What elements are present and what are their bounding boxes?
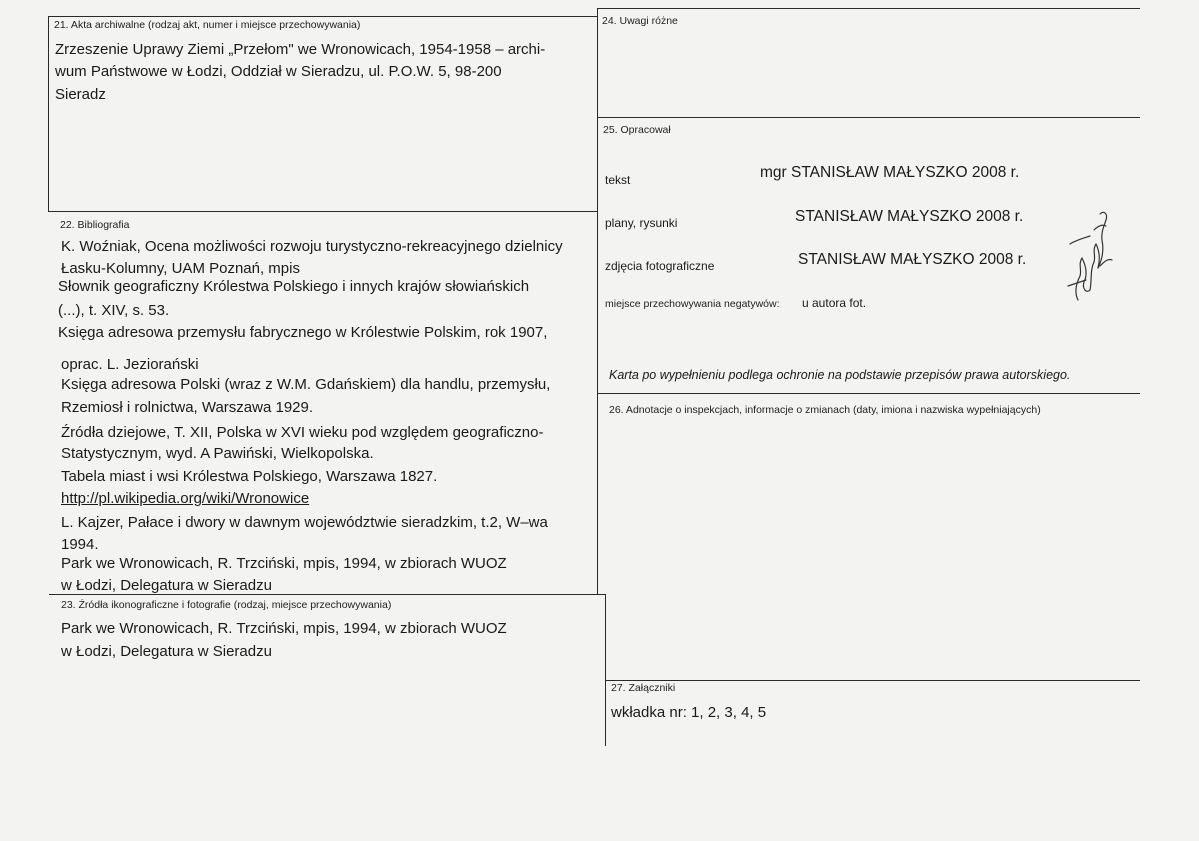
section-26-label: 26. Adnotacje o inspekcjach, informacje o zmianach (daty, imiona i nazwiska wypełniających) bbox=[609, 404, 1041, 416]
section-21-line: Sieradz bbox=[55, 86, 106, 103]
section-23-label: 23. Źródła ikonograficzne i fotografie (rodzaj, miejsce przechowywania) bbox=[61, 599, 392, 611]
bibliography-line: L. Kajzer, Pałace i dwory w dawnym województwie sieradzkim, t.2, W–wa bbox=[61, 514, 548, 531]
rule-24-25 bbox=[597, 117, 1140, 118]
attachments-value: wkładka nr: 1, 2, 3, 4, 5 bbox=[611, 704, 767, 721]
author-role-photos: zdjęcia fotograficzne bbox=[605, 259, 715, 273]
center-divider bbox=[597, 8, 598, 594]
author-name-text: mgr STANISŁAW MAŁYSZKO 2008 r. bbox=[760, 164, 1020, 181]
author-role-plans: plany, rysunki bbox=[605, 216, 678, 230]
bibliography-line: Rzemiosł i rolnictwa, Warszawa 1929. bbox=[61, 399, 314, 416]
top-rule-right bbox=[597, 8, 1140, 9]
negatives-label: miejsce przechowywania negatywów: bbox=[605, 298, 780, 310]
section-27-label: 27. Załączniki bbox=[611, 682, 676, 694]
bibliography-line: Łasku-Kolumny, UAM Poznań, mpis bbox=[61, 260, 300, 277]
rule-25-26 bbox=[597, 393, 1140, 394]
bibliography-line: oprac. L. Jeziorański bbox=[61, 356, 199, 373]
bibliography-line: Księga adresowa przemysłu fabrycznego w Królestwie Polskim, rok 1907, bbox=[58, 324, 548, 341]
bibliography-line: Park we Wronowicach, R. Trzciński, mpis, 1994, w zbiorach WUOZ bbox=[61, 555, 507, 572]
section-24-label: 24. Uwagi różne bbox=[602, 15, 678, 27]
bibliography-line: Słownik geograficzny Królestwa Polskiego i innych krajów słowiańskich bbox=[58, 278, 530, 295]
left-border bbox=[48, 16, 49, 212]
wikipedia-link[interactable]: http://pl.wikipedia.org/wiki/Wronowice bbox=[61, 490, 310, 507]
bibliography-line: w Łodzi, Delegatura w Sieradzu bbox=[61, 577, 272, 594]
iconography-line: Park we Wronowicach, R. Trzciński, mpis, 1994, w zbiorach WUOZ bbox=[61, 620, 507, 637]
bibliography-line: 1994. bbox=[61, 536, 99, 553]
author-name-plans: STANISŁAW MAŁYSZKO 2008 r. bbox=[795, 208, 1024, 225]
center-divider-lower bbox=[605, 594, 606, 746]
section-25-label: 25. Opracował bbox=[603, 124, 671, 136]
top-rule-left bbox=[49, 16, 597, 17]
bibliography-line: Źródła dziejowe, T. XII, Polska w XVI wieku pod względem geograficzno- bbox=[61, 424, 544, 441]
bibliography-line: (...), t. XIV, s. 53. bbox=[58, 302, 170, 319]
rule-26-27 bbox=[605, 680, 1140, 681]
author-role-text: tekst bbox=[605, 173, 631, 187]
section-21-line: Zrzeszenie Uprawy Ziemi „Przełom" we Wronowicach, 1954-1958 – archi- bbox=[55, 41, 546, 58]
section-21-line: wum Państwowe w Łodzi, Oddział w Sieradzu, ul. P.O.W. 5, 98-200 bbox=[55, 63, 502, 80]
copyright-note: Karta po wypełnieniu podlega ochronie na podstawie przepisów prawa autorskiego. bbox=[609, 368, 1071, 382]
handwritten-signature-icon bbox=[1060, 200, 1120, 310]
iconography-line: w Łodzi, Delegatura w Sieradzu bbox=[61, 643, 272, 660]
bibliography-line: K. Woźniak, Ocena możliwości rozwoju turystyczno-rekreacyjnego dzielnicy bbox=[61, 238, 563, 255]
rule-21-22 bbox=[49, 211, 598, 212]
author-name-photos: STANISŁAW MAŁYSZKO 2008 r. bbox=[798, 251, 1027, 268]
bibliography-line: Księga adresowa Polski (wraz z W.M. Gdańskiem) dla handlu, przemysłu, bbox=[61, 376, 551, 393]
negatives-value: u autora fot. bbox=[802, 296, 867, 310]
section-22-label: 22. Bibliografia bbox=[60, 219, 130, 231]
bibliography-line: Statystycznym, wyd. A Pawiński, Wielkopolska. bbox=[61, 445, 374, 462]
bibliography-line: Tabela miast i wsi Królestwa Polskiego, Warszawa 1827. bbox=[61, 468, 438, 485]
section-21-label: 21. Akta archiwalne (rodzaj akt, numer i miejsce przechowywania) bbox=[54, 19, 361, 31]
